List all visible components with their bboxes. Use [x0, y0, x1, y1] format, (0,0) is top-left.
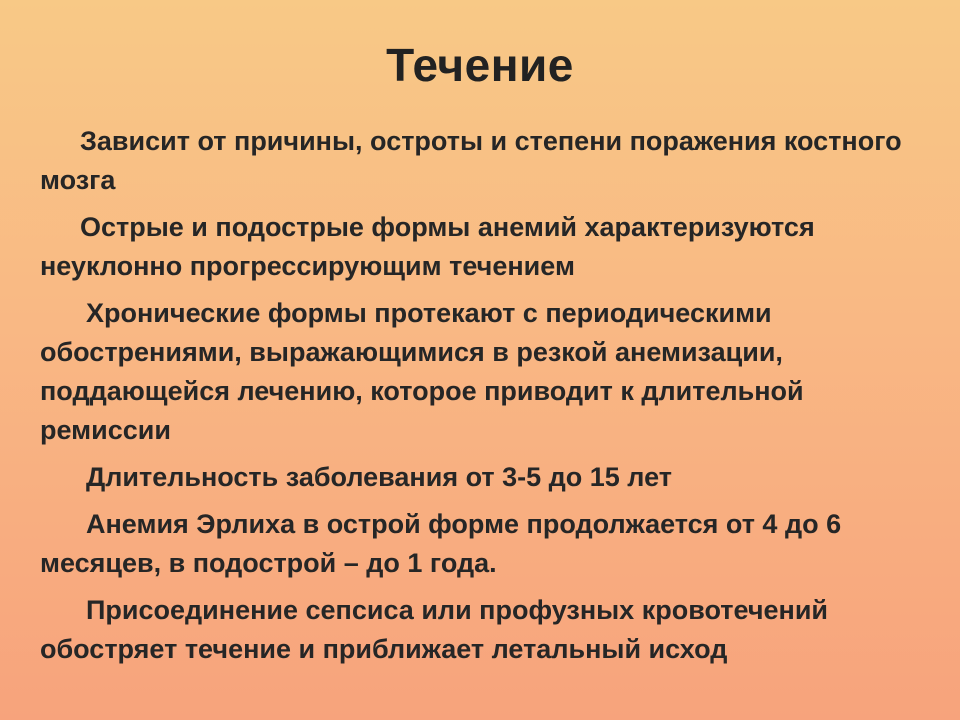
paragraph-ehrlich-anemia: Анемия Эрлиха в острой форме продолжается от 4 до 6 месяцев, в подострой – до 1 года. — [40, 509, 842, 578]
paragraph-acute-forms: Острые и подострые формы анемий характеризуются неуклонно прогрессирующим течением — [40, 212, 815, 281]
slide-title: Течение — [386, 39, 574, 91]
paragraph-chronic-forms: Хронические формы протекают с периодическими обострениями, выражающимися в резкой анемизации, поддающейся лечению, которое приводит к длительной ремиссии — [40, 298, 804, 445]
paragraph-duration: Длительность заболевания от 3-5 до 15 лет — [86, 462, 672, 492]
paragraph-sepsis: Присоединение сепсиса или профузных кровотечений обостряет течение и приближает летальный исход — [40, 595, 829, 664]
paragraph-cause: Зависит от причины, остроты и степени поражения костного мозга — [40, 126, 902, 195]
slide-body — [40, 122, 910, 677]
